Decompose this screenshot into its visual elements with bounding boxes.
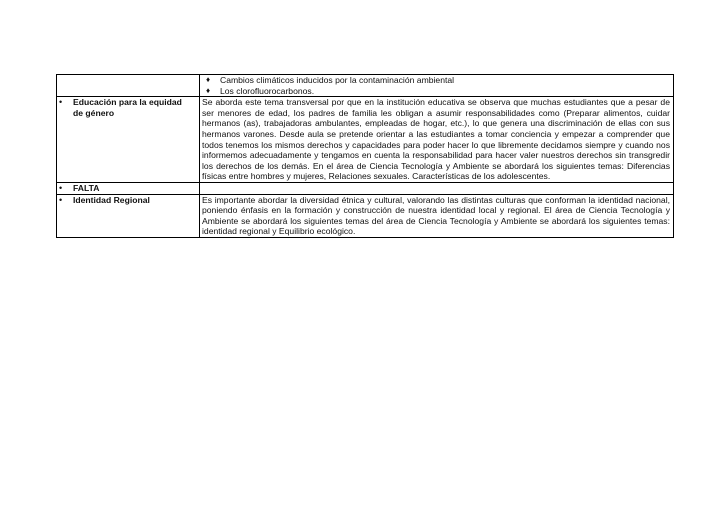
table-row-falta: [57, 182, 674, 194]
diamond-bullet-list: [202, 75, 670, 96]
falta-label-cell: [57, 182, 200, 194]
content-table: [56, 74, 674, 238]
list-item-text: Cambios climáticos inducidos por la contaminación ambiental: [220, 75, 455, 85]
climate-topics-cell: [200, 75, 674, 97]
falta-description: [200, 182, 674, 194]
round-bullet-icon: •: [59, 97, 63, 108]
falta-label: FALTA: [73, 182, 100, 193]
round-bullet-icon: •: [59, 194, 63, 205]
table-row-climate: [57, 75, 674, 97]
table-row-gender-equity: [57, 97, 674, 183]
round-bullet-icon: •: [59, 182, 63, 193]
regional-identity-label-cell: [57, 194, 200, 237]
table-row-regional-identity: [57, 194, 674, 237]
gender-equity-label-line2: de género: [73, 107, 115, 118]
diamond-bullet-icon: ♦: [206, 85, 211, 95]
regional-identity-description: Es importante abordar la diversidad étnica y cultural, valorando las distintas culturas que conforman la identidad nacional, poniendo énfasis en la formación y construcción de nuestra identidad local y regional. El área de Ciencia Tecnología y Ambiente se abordará los siguientes temas del área de Ciencia Tecnología y Ambiente se abordará los siguientes temas: identidad regional y Equilibrio ecológico.: [200, 194, 674, 237]
list-item: [206, 86, 670, 97]
gender-equity-label-cell: [57, 97, 200, 183]
list-item: [206, 75, 670, 86]
gender-equity-label-line1: Educación para la equidad: [73, 97, 182, 108]
list-item-text: Los clorofluorocarbonos.: [220, 85, 315, 96]
empty-label-cell: [57, 75, 200, 97]
regional-identity-label: Identidad Regional: [73, 194, 150, 205]
diamond-bullet-icon: ♦: [206, 75, 211, 84]
gender-equity-description: Se aborda este tema transversal por que en la institución educativa se observa que muchas estudiantes que a pesar de ser menores de edad, los padres de familia les obligan a asumir responsabilidades como (Preparar alimentos, cuidar hermanos (as), trabajadoras ambulantes, empleadas de hogar, etc.), lo que genera una discriminación de ellas con sus hermanos varones. Desde aula se pretende orientar a las estudiantes a tomar conciencia y empezar a comprender que todos tenemos los mismos derechos y capacidades para poder hacer lo que libremente decidamos siempre y cuando nos informemos adecuadamente y tengamos en cuenta la responsabilidad para hacer valer nuestros derechos sin transgredir los derechos de los demás. En el área de Ciencia Tecnología y Ambiente se abordará los siguientes temas: Diferencias físicas entre hombres y mujeres, Relaciones sexuales. Características de los adolescentes.: [200, 97, 674, 183]
